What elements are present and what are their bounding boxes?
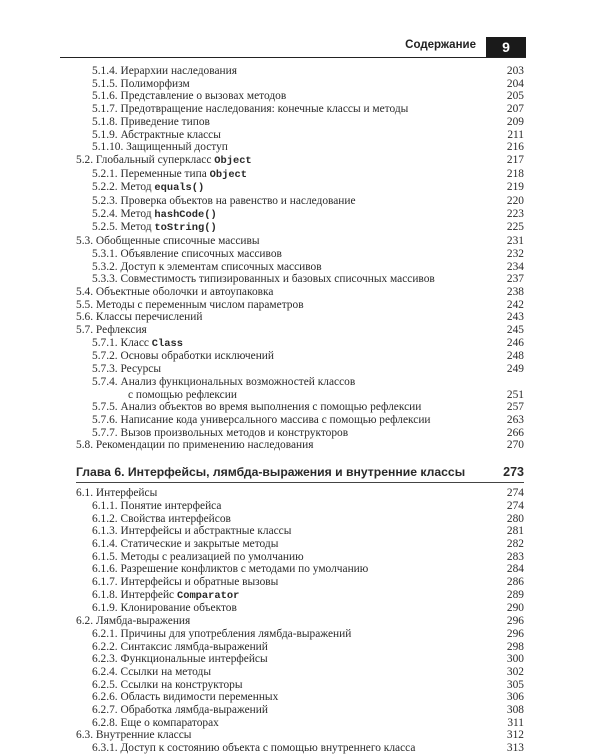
toc-entry[interactable] — [76, 273, 524, 286]
toc-entry[interactable] — [76, 525, 524, 538]
toc-entry-page: 298 — [506, 640, 524, 653]
toc-entry-title — [92, 401, 421, 414]
toc-entry[interactable] — [76, 414, 524, 427]
toc-entry-title — [128, 389, 237, 402]
toc-entry-page: 282 — [506, 537, 524, 550]
toc-entry-text: 6.1.8. Интерфейс — [92, 588, 177, 601]
toc-entry-page: 305 — [506, 678, 524, 691]
toc-entry[interactable] — [76, 589, 524, 603]
toc-entry[interactable] — [76, 78, 524, 91]
toc-entry[interactable] — [76, 602, 524, 615]
toc-entry-title — [92, 427, 348, 440]
toc-entry[interactable] — [76, 248, 524, 261]
toc-entry-title — [92, 563, 368, 576]
toc-entry-text: 5.8. Рекомендации по применению наследования — [76, 439, 314, 452]
toc-entry-title — [76, 299, 304, 312]
toc-entry-page: 249 — [506, 363, 524, 376]
toc-entry[interactable] — [76, 103, 524, 116]
toc-entry-title — [92, 168, 247, 182]
toc-entry[interactable] — [76, 221, 524, 235]
toc-entry-text: 6.1.3. Интерфейсы и абстрактные классы — [92, 525, 292, 538]
toc-entry-title — [76, 729, 191, 742]
toc-entry-title — [92, 576, 278, 589]
toc-entry[interactable] — [76, 154, 524, 168]
toc-entry-page: 216 — [506, 141, 524, 154]
toc-entry-text: 5.2.5. Метод — [92, 221, 155, 234]
toc-entry-page: 237 — [506, 273, 524, 286]
toc-entry-text: с помощью рефлексии — [128, 388, 237, 401]
toc-entry-title — [92, 261, 322, 274]
toc-entry-title — [76, 235, 260, 248]
toc-entry-page: 251 — [506, 388, 524, 401]
toc-entry[interactable] — [76, 679, 524, 692]
toc-entry-page: 284 — [506, 563, 524, 576]
toc-entry-text: 5.6. Классы перечислений — [76, 311, 203, 324]
toc-entry-text: 5.7.6. Написание кода универсального массива с помощью рефлексии — [92, 413, 431, 426]
toc-entry-title — [92, 525, 291, 538]
toc-entry[interactable] — [76, 129, 524, 142]
toc-entry[interactable] — [76, 363, 524, 376]
toc-entry-page: 234 — [506, 260, 524, 273]
toc-entry[interactable] — [76, 261, 524, 274]
toc-entry-text: 6.2.2. Синтаксис лямбда-выражений — [92, 640, 268, 653]
toc-entry-page: 300 — [506, 653, 524, 666]
toc-entry-page: 246 — [506, 336, 524, 349]
toc-entry-text: 6.1.4. Статические и закрытые методы — [92, 537, 279, 550]
toc-entry-text: 5.1.10. Защищенный доступ — [92, 141, 228, 154]
toc-entry-page: 219 — [506, 181, 524, 194]
toc-entry-page: 232 — [506, 247, 524, 260]
toc-entry-title — [76, 487, 157, 500]
toc-entry-text: 6.1. Интерфейсы — [76, 487, 158, 500]
toc-entry-page: 209 — [506, 115, 524, 128]
running-header-title: Содержание — [405, 39, 476, 51]
toc-entry[interactable] — [76, 65, 524, 78]
toc-entry-page: 311 — [507, 716, 524, 729]
toc-entry-text: 6.2.6. Область видимости переменных — [92, 691, 279, 704]
toc-entry[interactable] — [76, 208, 524, 222]
toc-entry-page: 223 — [506, 207, 524, 220]
toc-entry-page: 266 — [506, 426, 524, 439]
toc-entry-code: Object — [209, 168, 248, 181]
toc-entry-page: 207 — [506, 103, 524, 116]
toc-entry[interactable] — [76, 500, 524, 513]
toc-entry-text: 6.2.3. Функциональные интерфейсы — [92, 653, 268, 666]
toc-entry-page: 238 — [506, 285, 524, 298]
toc-entry[interactable] — [76, 563, 524, 576]
toc-entry[interactable] — [76, 376, 524, 389]
toc-entry-text: 5.7.7. Вызов произвольных методов и конструкторов — [92, 426, 349, 439]
toc-entry-text: 5.7.3. Ресурсы — [92, 363, 162, 376]
toc-entry-code: Object — [214, 154, 252, 167]
toc-entry-title — [92, 195, 356, 208]
toc-entry[interactable] — [76, 717, 524, 730]
toc-entry-text: 5.2.3. Проверка объектов на равенство и наследование — [92, 195, 356, 208]
toc-entry-code: hashCode() — [154, 208, 217, 221]
toc-entry-page: 225 — [506, 221, 524, 234]
toc-entry-text: 5.7. Рефлексия — [76, 324, 147, 337]
toc-entry-page: 289 — [506, 588, 524, 601]
toc-entry-title — [92, 129, 221, 142]
toc-entry-page: 306 — [506, 691, 524, 704]
toc-entry[interactable] — [76, 389, 524, 402]
toc-entry-page: 217 — [506, 153, 524, 166]
toc-entry-title — [92, 513, 231, 526]
toc-entry-title — [92, 221, 217, 235]
toc-entry[interactable] — [76, 324, 524, 337]
toc-entry-page: 231 — [506, 235, 524, 248]
toc-entry-page: 312 — [506, 729, 524, 742]
toc-entry-title — [92, 350, 274, 363]
toc-entry-title — [92, 551, 304, 564]
toc-entry-text: 6.3.1. Доступ к состоянию объекта с помощью внутреннего класса — [92, 742, 416, 755]
toc-entry-title — [92, 103, 408, 116]
table-of-contents — [76, 65, 524, 755]
toc-entry-page: 281 — [506, 525, 524, 538]
toc-entry[interactable] — [76, 141, 524, 154]
toc-section-chapter-5 — [76, 65, 524, 452]
toc-entry[interactable] — [76, 235, 524, 248]
toc-entry-title — [92, 704, 268, 717]
toc-entry-title — [92, 116, 210, 129]
toc-entry-title — [92, 500, 221, 513]
toc-entry-page: 274 — [506, 487, 524, 500]
toc-entry-page: 218 — [506, 167, 524, 180]
toc-entry-title — [92, 628, 351, 641]
toc-entry-title — [92, 641, 268, 654]
toc-entry[interactable] — [76, 704, 524, 717]
toc-entry-title — [92, 376, 355, 389]
toc-entry[interactable] — [76, 666, 524, 679]
toc-entry-title — [92, 653, 268, 666]
chapter-page-number: 273 — [503, 465, 524, 480]
toc-entry-title — [92, 141, 228, 154]
toc-entry-code: equals() — [154, 182, 205, 195]
toc-entry-text: 6.2.5. Ссылки на конструкторы — [92, 678, 243, 691]
toc-entry-page: 203 — [506, 65, 524, 77]
toc-entry-code: Comparator — [176, 589, 240, 602]
chapter-heading[interactable] — [76, 465, 524, 483]
toc-entry-title — [76, 324, 147, 337]
toc-entry[interactable] — [76, 195, 524, 208]
toc-entry-page: 283 — [506, 550, 524, 563]
toc-entry-text: 5.1.6. Представление о вызовах методов — [92, 90, 287, 103]
toc-entry[interactable] — [76, 551, 524, 564]
toc-entry-title — [92, 90, 286, 103]
toc-entry-text: 5.7.1. Класс — [92, 336, 152, 349]
toc-entry-text: 6.1.6. Разрешение конфликтов с методами по умолчанию — [92, 563, 369, 576]
toc-entry-title — [76, 615, 190, 628]
toc-entry-title — [92, 742, 415, 755]
toc-entry-text: 6.2.7. Обработка лямбда-выражений — [92, 704, 268, 717]
toc-entry-title — [92, 414, 431, 427]
toc-entry-title — [92, 602, 237, 615]
toc-entry-text: 5.2.1. Переменные типа — [92, 167, 210, 180]
toc-entry[interactable] — [76, 538, 524, 551]
toc-entry-text: 5.7.2. Основы обработки исключений — [92, 350, 274, 363]
toc-section-chapter-6 — [76, 487, 524, 755]
toc-entry[interactable] — [76, 299, 524, 312]
toc-entry-text: 5.2.2. Метод — [92, 181, 155, 194]
toc-entry[interactable] — [76, 576, 524, 589]
page-number-badge: 9 — [486, 37, 526, 57]
toc-entry[interactable] — [76, 286, 524, 299]
toc-entry[interactable] — [76, 641, 524, 654]
toc-entry[interactable] — [76, 168, 524, 182]
toc-entry[interactable] — [76, 691, 524, 704]
toc-entry-title — [76, 154, 252, 168]
toc-entry-page: 290 — [506, 602, 524, 615]
toc-entry[interactable] — [76, 90, 524, 103]
toc-entry-page: 296 — [506, 615, 524, 628]
toc-entry-page: 302 — [506, 665, 524, 678]
toc-entry-page: 248 — [506, 350, 524, 363]
toc-entry-page: 211 — [507, 128, 524, 141]
toc-entry-text: 5.5. Методы с переменным числом параметров — [76, 298, 304, 311]
toc-entry-code: toString() — [154, 222, 217, 235]
toc-entry-page: 243 — [506, 311, 524, 324]
chapter-title: Глава 6. Интерфейсы, лямбда-выражения и внутренние классы — [76, 465, 466, 480]
toc-entry-page: 270 — [506, 439, 524, 452]
toc-entry-title — [92, 248, 282, 261]
toc-entry-text: 5.3.3. Совместимость типизированных и базовых списочных массивов — [92, 273, 435, 286]
toc-entry-text: 5.3.1. Объявление списочных массивов — [92, 247, 282, 260]
toc-entry-page: 313 — [506, 742, 524, 755]
toc-entry[interactable] — [76, 628, 524, 641]
toc-entry-text: 6.3. Внутренние классы — [76, 729, 192, 742]
toc-entry-title — [92, 691, 278, 704]
toc-entry-text: 5.2.4. Метод — [92, 207, 155, 220]
toc-entry-text: 5.1.4. Иерархии наследования — [92, 65, 237, 77]
toc-entry-code: Class — [151, 337, 183, 350]
toc-entry-page: 257 — [506, 401, 524, 414]
toc-entry-title — [92, 538, 278, 551]
toc-entry-page: 242 — [506, 298, 524, 311]
toc-entry-text: 6.2.4. Ссылки на методы — [92, 665, 211, 678]
toc-entry-text: 6.1.2. Свойства интерфейсов — [92, 512, 231, 525]
toc-entry-page: 280 — [506, 512, 524, 525]
toc-entry-title — [92, 65, 237, 78]
toc-entry[interactable] — [76, 350, 524, 363]
toc-entry-page: 245 — [506, 324, 524, 337]
toc-entry-page: 263 — [506, 413, 524, 426]
toc-entry[interactable] — [76, 401, 524, 414]
toc-entry-text: 6.2. Лямбда-выражения — [76, 615, 191, 628]
toc-entry[interactable] — [76, 487, 524, 500]
toc-entry-title — [92, 363, 161, 376]
toc-entry[interactable] — [76, 742, 524, 755]
toc-entry-text: 5.3. Обобщенные списочные массивы — [76, 235, 260, 248]
toc-entry[interactable] — [76, 337, 524, 351]
toc-entry[interactable] — [76, 181, 524, 195]
toc-entry-text: 5.7.5. Анализ объектов во время выполнения с помощью рефлексии — [92, 401, 422, 414]
toc-entry-page: 220 — [506, 195, 524, 208]
toc-entry-title — [92, 589, 239, 603]
toc-entry[interactable] — [76, 653, 524, 666]
toc-entry-text: 5.1.7. Предотвращение наследования: конечные классы и методы — [92, 103, 409, 116]
toc-entry-page: 274 — [506, 499, 524, 512]
toc-entry-page: 308 — [506, 704, 524, 717]
toc-entry-page: 204 — [506, 77, 524, 90]
toc-entry-text: 5.1.9. Абстрактные классы — [92, 128, 221, 141]
toc-entry[interactable] — [76, 311, 524, 324]
toc-entry-title — [92, 679, 243, 692]
toc-entry-title — [92, 273, 435, 286]
toc-entry-page: 205 — [506, 90, 524, 103]
toc-entry-text: 5.7.4. Анализ функциональных возможностей классов — [92, 375, 356, 388]
toc-entry-text: 5.4. Объектные оболочки и автоупаковка — [76, 285, 274, 298]
toc-entry-text: 6.2.1. Причины для употребления лямбда-выражений — [92, 627, 352, 640]
toc-entry-text: 6.1.7. Интерфейсы и обратные вызовы — [92, 576, 279, 589]
toc-entry-text: 5.1.8. Приведение типов — [92, 115, 210, 128]
toc-entry[interactable] — [76, 116, 524, 129]
toc-entry[interactable] — [76, 513, 524, 526]
toc-entry[interactable] — [76, 615, 524, 628]
toc-entry-title — [76, 311, 202, 324]
toc-entry-text: 5.1.5. Полиморфизм — [92, 77, 190, 90]
toc-entry[interactable] — [76, 729, 524, 742]
toc-entry-title — [76, 439, 313, 452]
toc-entry[interactable] — [76, 427, 524, 440]
toc-entry-text: 5.2. Глобальный суперкласс — [76, 153, 215, 166]
toc-entry-title — [92, 717, 219, 730]
toc-entry-title — [76, 286, 273, 299]
toc-entry-text: 6.2.8. Еще о компараторах — [92, 716, 219, 729]
toc-entry-title — [92, 337, 183, 351]
toc-entry-title — [92, 208, 217, 222]
toc-entry-title — [92, 181, 204, 195]
toc-entry-title — [92, 666, 211, 679]
toc-entry-page: 296 — [506, 627, 524, 640]
toc-entry-text: 5.3.2. Доступ к элементам списочных массивов — [92, 260, 322, 273]
toc-entry-text: 6.1.5. Методы с реализацией по умолчанию — [92, 550, 304, 563]
toc-entry-page: 286 — [506, 576, 524, 589]
toc-entry-text: 6.1.1. Понятие интерфейса — [92, 499, 222, 512]
running-header — [60, 37, 526, 58]
toc-entry[interactable] — [76, 439, 524, 452]
toc-entry-text: 6.1.9. Клонирование объектов — [92, 602, 237, 615]
toc-entry-title — [92, 78, 190, 91]
